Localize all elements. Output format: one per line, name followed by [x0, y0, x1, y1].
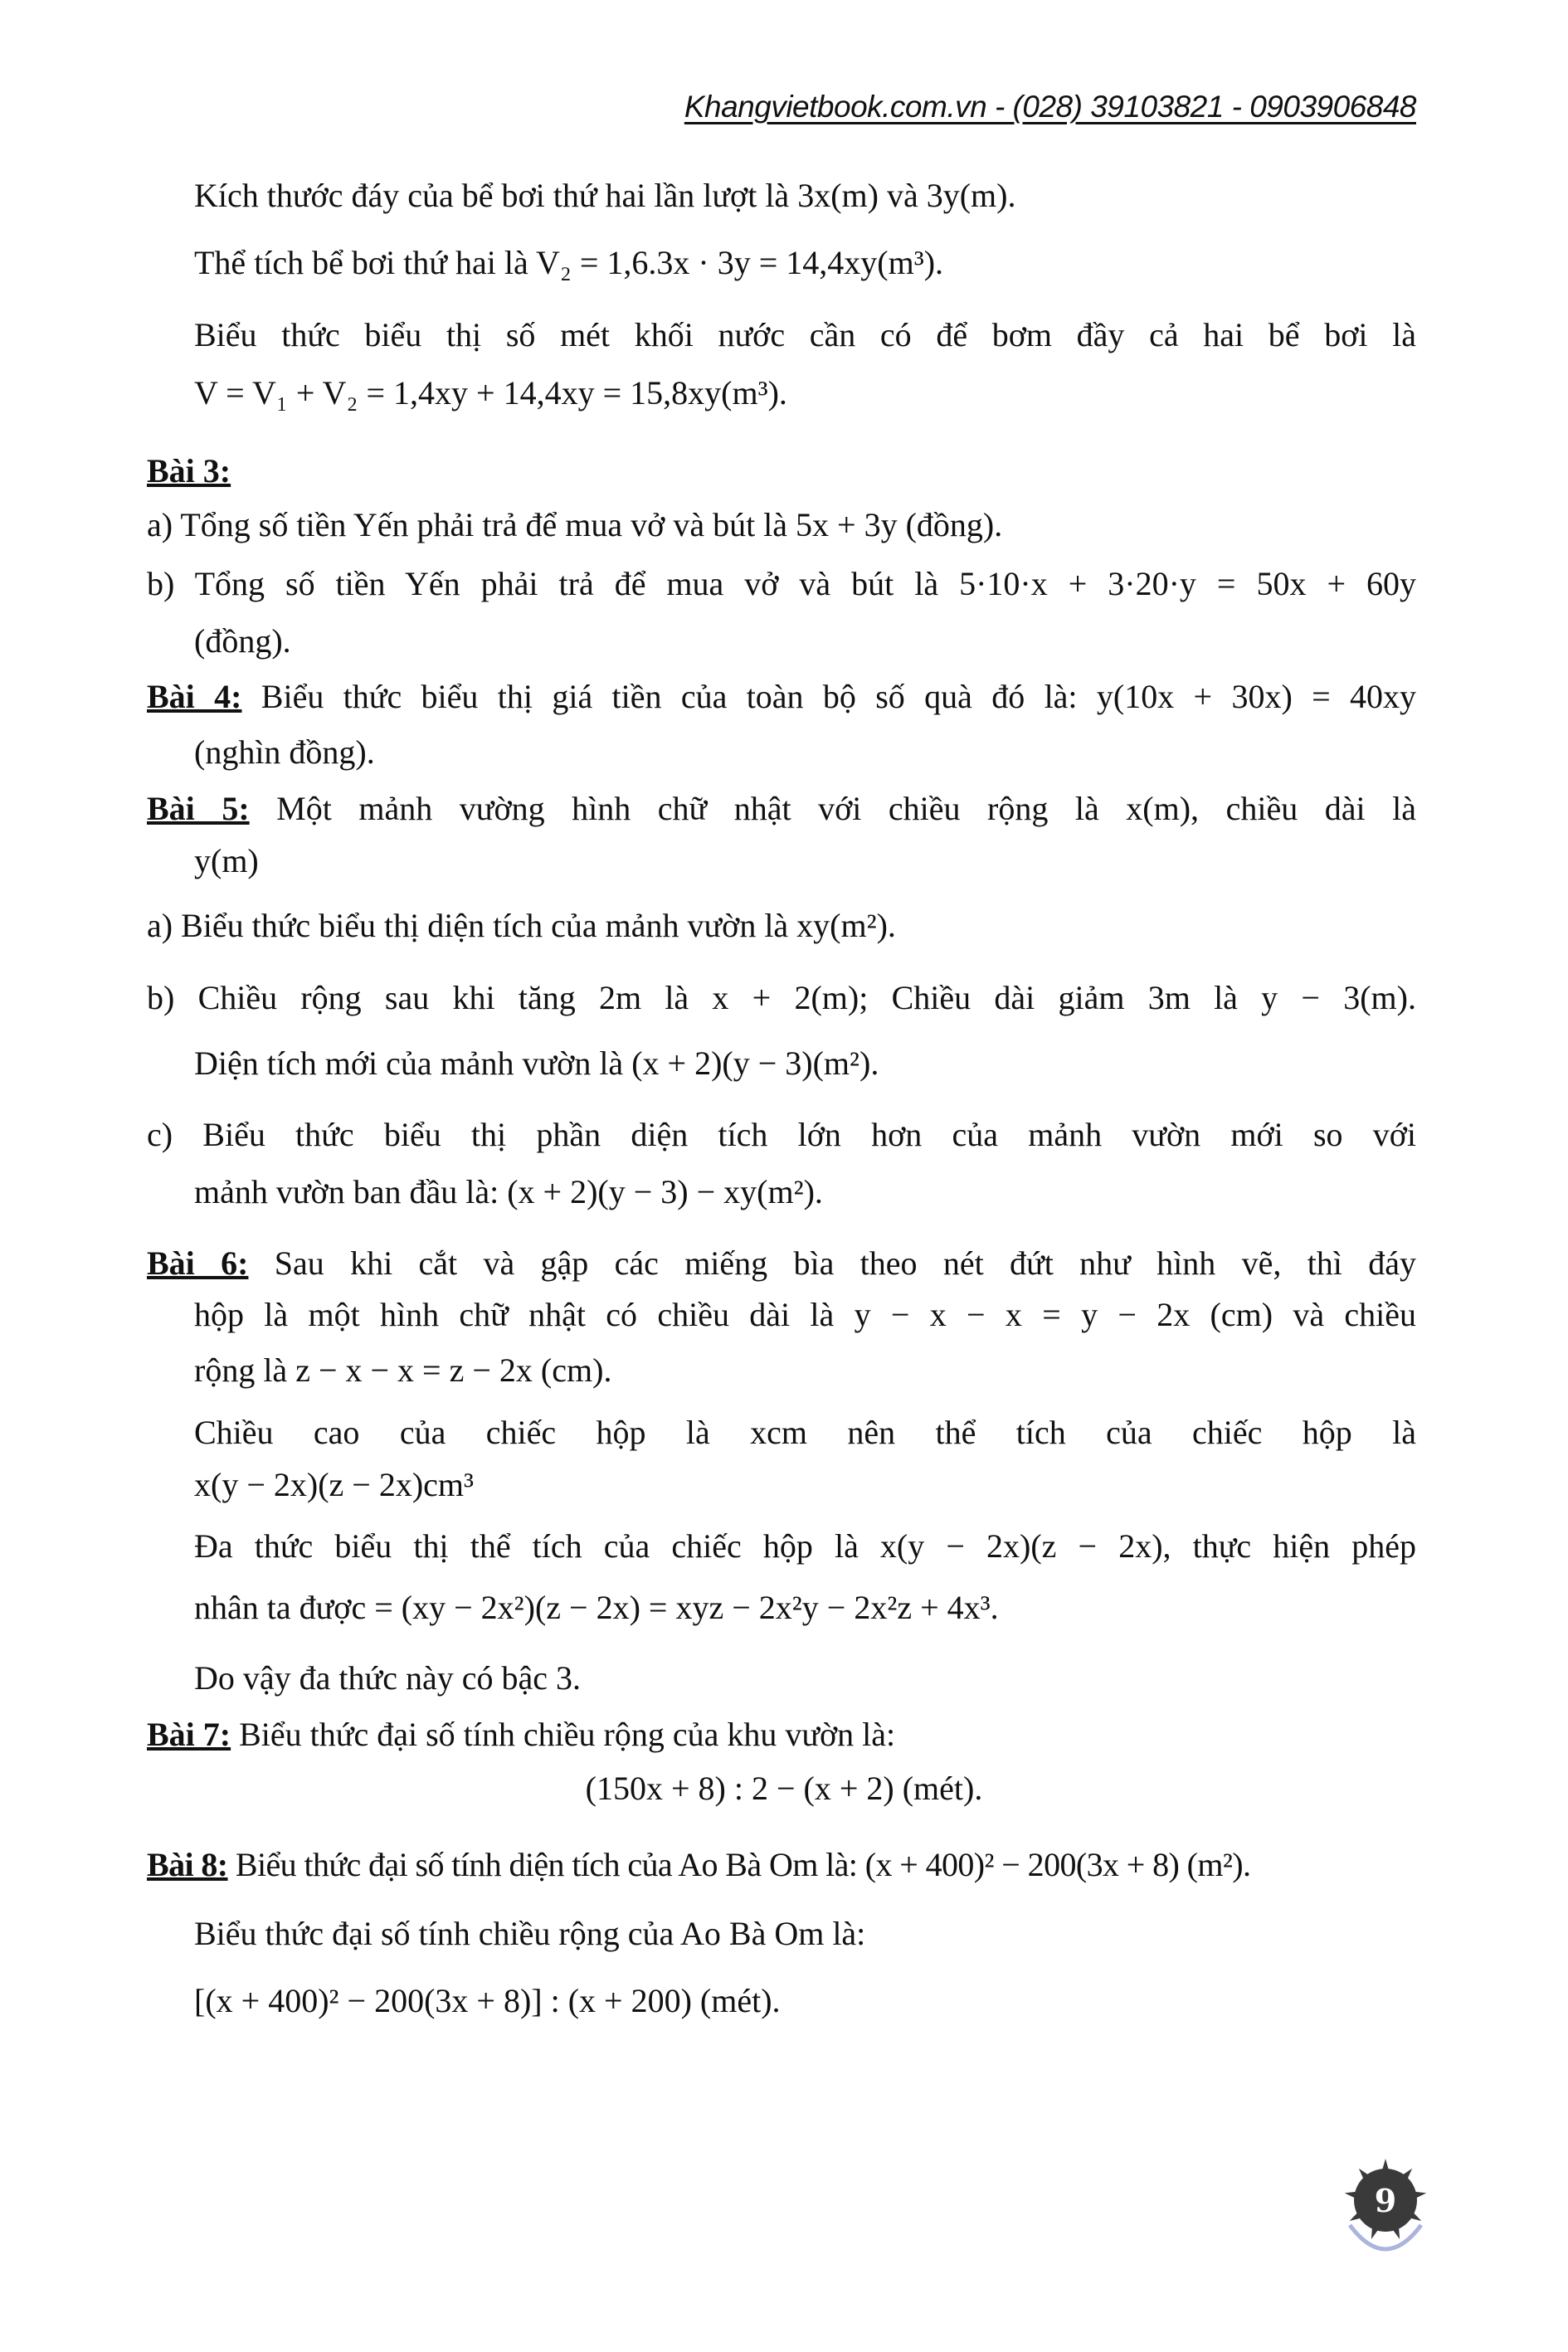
text-line: Đa thức biểu thị thể tích của chiếc hộp là x(y − 2x)(z − 2x), thực hiện phép — [194, 1527, 1416, 1565]
exercise-line — [147, 786, 1416, 832]
text-line: a) Tổng số tiền Yến phải trả để mua vở và bút là 5x + 3y (đồng). — [147, 506, 1003, 543]
text-line: Kích thước đáy của bể bơi thứ hai lần lượt là 3x(m) và 3y(m). — [194, 177, 1016, 214]
text-line: a) Biểu thức biểu thị diện tích của mảnh vườn là xy(m²). — [147, 907, 896, 944]
text-line: Biểu thức biểu thị số mét khối nước cần có để bơm đầy cả hai bể bơi là — [194, 316, 1416, 353]
text-line: V = V₁ + V₂ = 1,4xy + 14,4xy = 15,8xy(m³). — [194, 374, 787, 411]
text-line: x(y − 2x)(z − 2x)cm³ — [194, 1466, 475, 1503]
exercise-line — [147, 1842, 1250, 1888]
text-line: nhân ta được = (xy − 2x²)(z − 2x) = xyz − 2x²y − 2x²z + 4x³. — [194, 1589, 999, 1626]
exercise-label: Bài 6: — [147, 1244, 249, 1282]
exercise-line — [147, 674, 1416, 720]
text-line: y(m) — [194, 842, 259, 879]
exercise-label: Bài 3: — [147, 452, 231, 489]
text-line: c) Biểu thức biểu thị phần diện tích lớn hơn của mảnh vườn mới so với — [147, 1116, 1416, 1153]
text: Sau khi cắt và gập các miếng bìa theo nét đứt như hình vẽ, thì đáy — [248, 1244, 1416, 1282]
text-line: b) Chiều rộng sau khi tăng 2m là x + 2(m); Chiều dài giảm 3m là y − 3(m). — [147, 979, 1416, 1016]
page-number: 9 — [1374, 2182, 1397, 2219]
text-line: mảnh vườn ban đầu là: (x + 2)(y − 3) − xy(m²). — [194, 1173, 823, 1210]
exercise-label: Bài 7: — [147, 1716, 231, 1753]
text-line: (nghìn đồng). — [194, 733, 375, 771]
exercise-label: Bài 8: — [147, 1846, 228, 1883]
text: Biểu thức biểu thị giá tiền của toàn bộ số quà đó là: y(10x + 30x) = 40xy — [241, 678, 1416, 715]
text: Một mảnh vường hình chữ nhật với chiều rộng là x(m), chiều dài là — [249, 790, 1416, 827]
text-line: (đồng). — [194, 622, 291, 660]
exercise-heading — [147, 448, 231, 494]
text-line: hộp là một hình chữ nhật có chiều dài là y − x − x = y − 2x (cm) và chiều — [194, 1296, 1416, 1333]
publisher-header: Khangvietbook.com.vn - (028) 39103821 - 0903906848 — [684, 90, 1416, 124]
text-line: b) Tổng số tiền Yến phải trả để mua vở và bút là 5·10·x + 3·20·y = 50x + 60y — [147, 565, 1416, 602]
text-line: Biểu thức đại số tính chiều rộng của Ao Bà Om là: — [194, 1915, 866, 1952]
formula-line: [(x + 400)² − 200(3x + 8)] : (x + 200) (mét). — [194, 1982, 781, 2019]
exercise-line — [147, 1712, 895, 1758]
text: Biểu thức đại số tính diện tích của Ao Bà Om là: (x + 400)² − 200(3x + 8) (m²). — [227, 1846, 1251, 1883]
exercise-label: Bài 4: — [147, 678, 242, 715]
exercise-line — [147, 1240, 1416, 1287]
formula-line: (150x + 8) : 2 − (x + 2) (mét). — [585, 1770, 983, 1807]
exercise-label: Bài 5: — [147, 790, 250, 827]
text-line: Diện tích mới của mảnh vườn là (x + 2)(y − 3)(m²). — [194, 1045, 879, 1082]
text-line: Thể tích bể bơi thứ hai là V₂ = 1,6.3x · 3y = 14,4xy(m³). — [194, 244, 944, 281]
text: Biểu thức đại số tính chiều rộng của khu vườn là: — [231, 1716, 896, 1753]
text-line: Do vậy đa thức này có bậc 3. — [194, 1659, 581, 1697]
text-line: Chiều cao của chiếc hộp là xcm nên thể tích của chiếc hộp là — [194, 1414, 1416, 1451]
page-number-badge — [1340, 2157, 1431, 2257]
text-line: rộng là z − x − x = z − 2x (cm). — [194, 1351, 612, 1389]
